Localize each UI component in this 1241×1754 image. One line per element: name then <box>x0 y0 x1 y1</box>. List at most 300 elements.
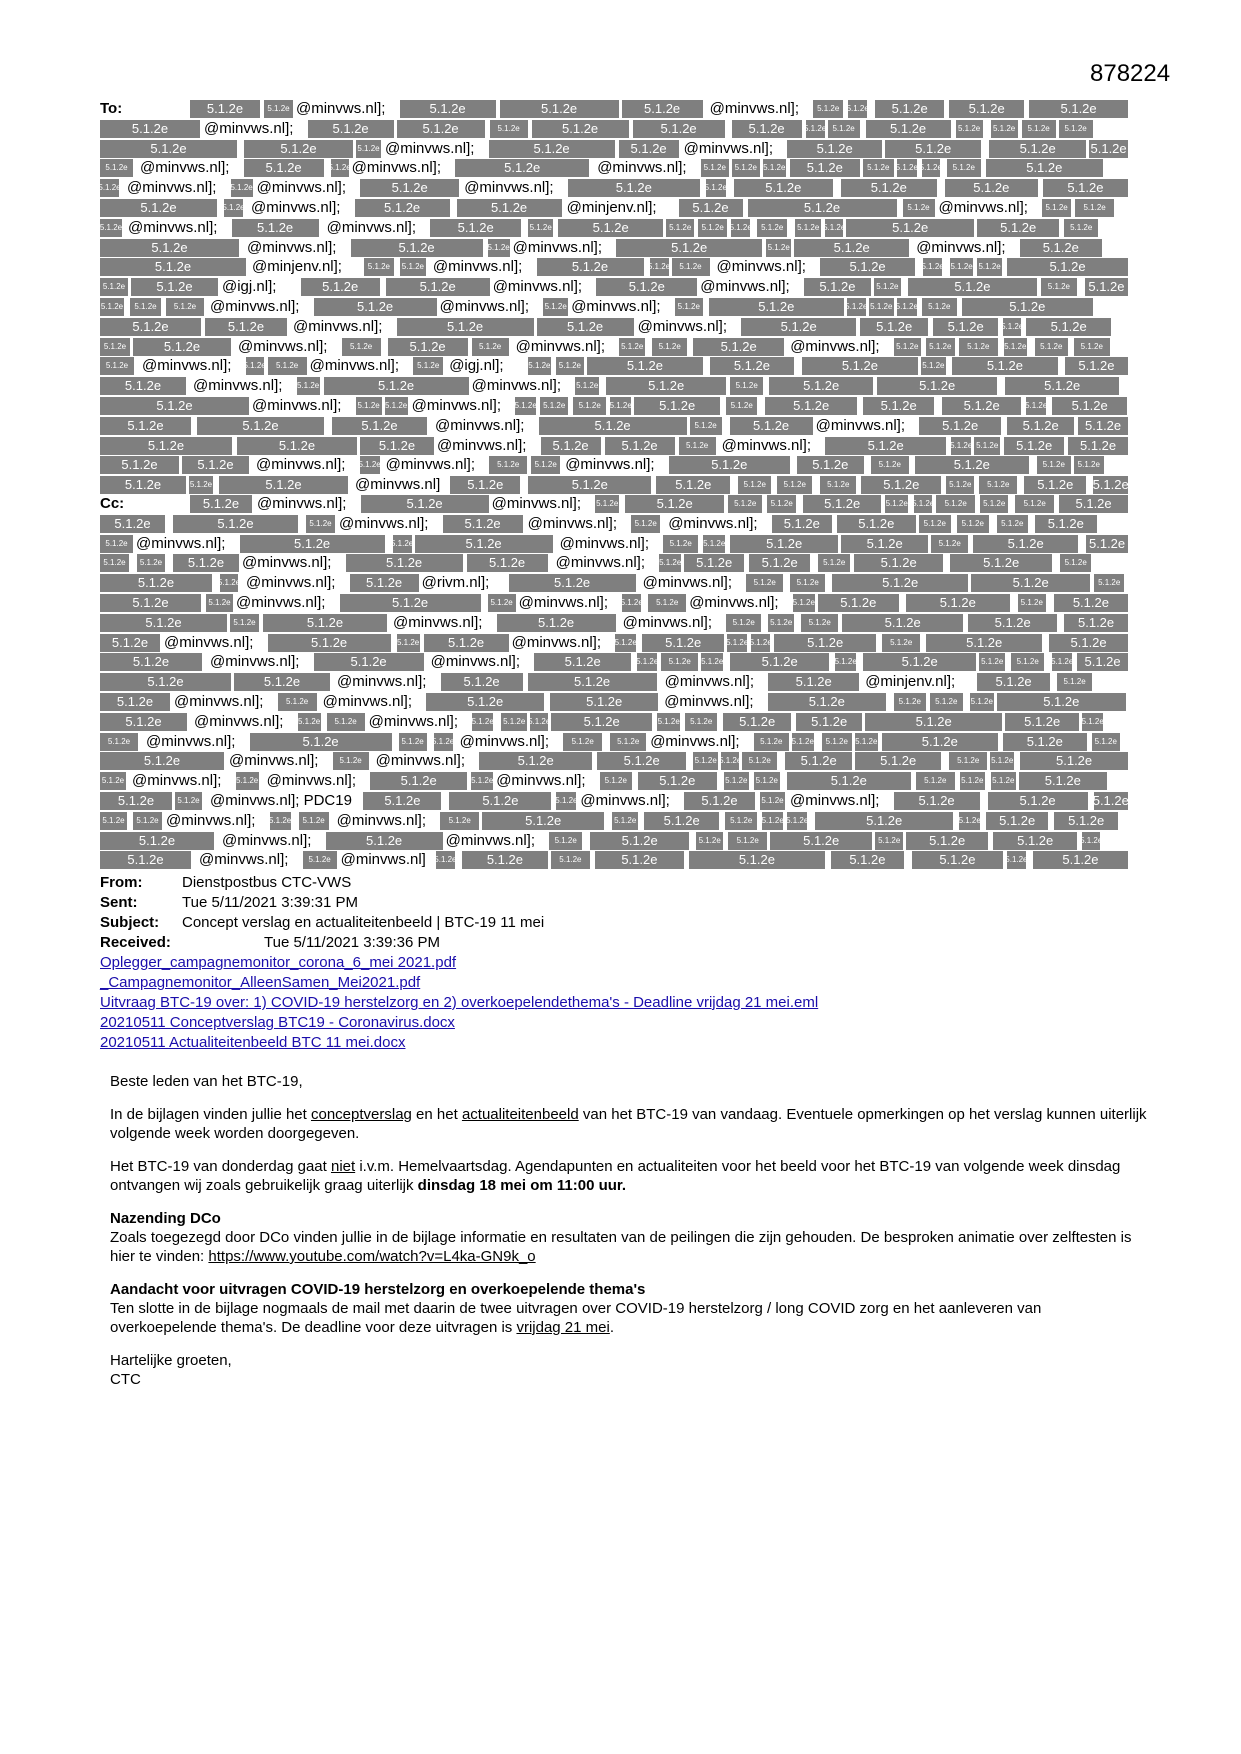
recipient-domain: @minvws.nl]; <box>194 713 284 730</box>
redaction-block: 5.1.2e <box>721 752 739 770</box>
redaction-block: 5.1.2e <box>490 120 528 138</box>
redaction-block: 5.1.2e <box>730 417 813 435</box>
redaction-block: 5.1.2e <box>885 140 981 158</box>
redaction-block: 5.1.2e <box>482 812 604 830</box>
recipient-domain: @minvws.nl]; <box>512 239 603 256</box>
recipient-domain: @minvws.nl]; <box>296 100 386 117</box>
redaction-block: 5.1.2e <box>244 159 324 177</box>
redaction-block: 5.1.2e <box>832 574 968 592</box>
redaction-block: 5.1.2e <box>596 278 697 296</box>
redaction-block: 5.1.2e <box>426 693 544 711</box>
redaction-block: 5.1.2e <box>1057 673 1092 691</box>
recipient-domain: @minvws.nl]; <box>251 199 341 216</box>
redaction-block: 5.1.2e <box>906 594 1010 612</box>
recipient-domain: @minvws.nl]; <box>459 733 550 750</box>
redaction-block: 5.1.2e <box>551 851 590 869</box>
redaction-block: 5.1.2e <box>619 338 645 356</box>
recipient-domain: @minvws.nl]; <box>471 377 562 394</box>
redaction-block: 5.1.2e <box>860 318 928 336</box>
redaction-block: 5.1.2e <box>710 357 794 375</box>
redaction-block: 5.1.2e <box>575 377 599 395</box>
redaction-block: 5.1.2e <box>802 357 918 375</box>
recipient-domain: @minvws.nl] <box>355 476 441 493</box>
recipient-domain: @minvws.nl]; <box>246 574 336 591</box>
redaction-block: 5.1.2e <box>314 298 437 316</box>
redaction-block: 5.1.2e <box>979 653 1005 671</box>
recipient-domain: @minjenv.nl]; <box>865 673 956 690</box>
redaction-block: 5.1.2e <box>528 476 651 494</box>
redaction-block: 5.1.2e <box>449 792 551 810</box>
attachment-link[interactable]: Oplegger_campagnemonitor_corona_6_mei 2021.pdf <box>100 954 457 971</box>
redaction-block: 5.1.2e <box>693 752 718 770</box>
recipient-domain: @minvws.nl]; <box>132 772 222 789</box>
recipient-domain: @minvws.nl]; <box>790 792 880 809</box>
redaction-block: 5.1.2e <box>1041 278 1077 296</box>
recipient-domain: @minvws.nl]; <box>709 100 800 117</box>
redaction-block: 5.1.2e <box>1007 851 1026 869</box>
redaction-block: 5.1.2e <box>757 219 787 237</box>
redaction-block: 5.1.2e <box>182 456 249 474</box>
redaction-block: 5.1.2e <box>388 338 468 356</box>
redaction-block: 5.1.2e <box>749 554 810 572</box>
recipient-domain: @minvws.nl]; <box>238 338 328 355</box>
redaction-block: 5.1.2e <box>530 713 548 731</box>
redaction-block: 5.1.2e <box>100 437 232 455</box>
redaction-block: 5.1.2e <box>220 574 238 592</box>
recipient-domain: @minjenv.nl]; <box>252 258 342 275</box>
redaction-block: 5.1.2e <box>1064 219 1098 237</box>
redaction-block: 5.1.2e <box>100 199 217 217</box>
redaction-block: 5.1.2e <box>1054 812 1118 830</box>
deadline-date: vrijdag 21 mei <box>516 1319 610 1336</box>
redaction-block: 5.1.2e <box>1020 239 1102 257</box>
recipient-domain: @minvws.nl]; <box>257 495 347 512</box>
redaction-block: 5.1.2e <box>534 653 631 671</box>
recipient-domain: @minvws.nl]; <box>309 357 400 374</box>
redaction-block: 5.1.2e <box>100 140 237 158</box>
redaction-block: 5.1.2e <box>424 634 509 652</box>
redaction-block: 5.1.2e <box>400 100 496 118</box>
recipient-domain: @minvws.nl]; <box>385 140 475 157</box>
received-label: Received: <box>100 934 171 951</box>
redaction-block: 5.1.2e <box>610 397 631 415</box>
recipient-domain: @minvws.nl]; <box>491 495 582 512</box>
redaction-block: 5.1.2e <box>767 495 796 513</box>
redaction-block: 5.1.2e <box>393 535 412 553</box>
redaction-block: 5.1.2e <box>659 554 681 572</box>
redaction-block: 5.1.2e <box>443 515 523 533</box>
redaction-block: 5.1.2e <box>726 614 761 632</box>
redaction-block: 5.1.2e <box>922 159 940 177</box>
attachment-link[interactable]: 20210511 Conceptverslag BTC19 - Coronavirus.docx <box>100 1014 455 1031</box>
redaction-block: 5.1.2e <box>472 713 493 731</box>
redaction-block: 5.1.2e <box>793 594 815 612</box>
recipient-domain: @minvws.nl]; <box>393 614 483 631</box>
recipient-domain: @minvws.nl]; <box>326 219 417 236</box>
section-heading: Aandacht voor uitvragen COVID-19 herstelzorg en overkoepelende thema's <box>110 1281 646 1298</box>
redaction-block: 5.1.2e <box>679 437 716 455</box>
redaction-block: 5.1.2e <box>656 476 730 494</box>
redaction-block: 5.1.2e <box>642 634 724 652</box>
redaction-block: 5.1.2e <box>818 594 899 612</box>
redaction-block: 5.1.2e <box>173 515 298 533</box>
redaction-block: 5.1.2e <box>897 298 917 316</box>
redaction-block: 5.1.2e <box>1064 614 1128 632</box>
recipient-domain: @minvws.nl]; <box>689 594 779 611</box>
redaction-block: 5.1.2e <box>399 733 427 751</box>
redaction-block: 5.1.2e <box>528 219 553 237</box>
redaction-block: 5.1.2e <box>541 437 601 455</box>
redaction-block: 5.1.2e <box>100 693 170 711</box>
recipient-domain: @minvws.nl]; <box>622 614 713 631</box>
redaction-block: 5.1.2e <box>634 397 720 415</box>
recipient-domain: @minvws.nl]; <box>580 792 670 809</box>
recipient-domain: @minvws.nl]; <box>432 258 523 275</box>
attachment-link[interactable]: _Campagnemonitor_AlleenSamen_Mei2021.pdf <box>100 974 421 991</box>
redaction-block: 5.1.2e <box>894 693 926 711</box>
redaction-block: 5.1.2e <box>1068 437 1128 455</box>
redaction-block: 5.1.2e <box>1086 535 1128 553</box>
redaction-block: 5.1.2e <box>701 653 723 671</box>
redaction-block: 5.1.2e <box>855 733 878 751</box>
redaction-block: 5.1.2e <box>820 258 915 276</box>
redaction-block: 5.1.2e <box>351 239 483 257</box>
redaction-block: 5.1.2e <box>894 338 921 356</box>
redaction-block: 5.1.2e <box>303 851 337 869</box>
redaction-block: 5.1.2e <box>977 258 1002 276</box>
redaction-block: 5.1.2e <box>763 159 786 177</box>
redaction-block: 5.1.2e <box>991 772 1016 790</box>
recipient-domain: @minvws.nl]; <box>437 437 527 454</box>
redaction-block: 5.1.2e <box>863 159 894 177</box>
redaction-block: 5.1.2e <box>952 357 1058 375</box>
redaction-block: 5.1.2e <box>1054 594 1128 612</box>
redaction-block: 5.1.2e <box>278 693 317 711</box>
redaction-block: 5.1.2e <box>801 614 838 632</box>
redaction-block: 5.1.2e <box>597 752 686 770</box>
redaction-block: 5.1.2e <box>100 634 160 652</box>
redaction-block: 5.1.2e <box>877 377 997 395</box>
recipient-domain: @minvws.nl]; <box>815 417 906 434</box>
recipient-domain: @minvws.nl]; <box>252 397 342 414</box>
redaction-block: 5.1.2e <box>573 397 606 415</box>
redaction-block: 5.1.2e <box>822 733 852 751</box>
text: van het BTC-19 van vandaag. Eventuele opmerkingen op het verslag kunnen uiterlijk volgende week worden doorgegeven. <box>110 1106 1147 1142</box>
redaction-block: 5.1.2e <box>979 476 1017 494</box>
redaction-block: 5.1.2e <box>709 298 844 316</box>
redaction-block: 5.1.2e <box>100 120 200 138</box>
redaction-block: 5.1.2e <box>637 653 657 671</box>
redaction-block: 5.1.2e <box>100 476 186 494</box>
recipient-domain: @minvws.nl]; <box>555 554 646 571</box>
redaction-block: 5.1.2e <box>962 298 1093 316</box>
recipient-domain: @minvws.nl]; <box>247 239 337 256</box>
text: . <box>609 1319 615 1336</box>
redaction-block: 5.1.2e <box>230 614 259 632</box>
redaction-block: 5.1.2e <box>1026 397 1046 415</box>
redaction-block: 5.1.2e <box>990 752 1014 770</box>
redaction-block: 5.1.2e <box>100 733 138 751</box>
redaction-block: 5.1.2e <box>1035 338 1068 356</box>
redaction-block: 5.1.2e <box>693 338 784 356</box>
redaction-block: 5.1.2e <box>612 812 638 830</box>
redaction-block: 5.1.2e <box>268 357 307 375</box>
text: Zoals toegezegd door DCo vinden jullie in de bijlage informatie en resultaten van de peilingen die zijn gehouden. De besproken animatie over zelftesten is hier te vinden: <box>110 1229 1132 1265</box>
redaction-block: 5.1.2e <box>1004 338 1027 356</box>
redaction-block: 5.1.2e <box>488 594 516 612</box>
redaction-block: 5.1.2e <box>100 535 133 553</box>
redaction-block: 5.1.2e <box>100 554 129 572</box>
recipient-domain: @minvws.nl]; <box>464 179 554 196</box>
recipient-domain: @minvws.nl]; <box>142 357 232 374</box>
redaction-block: 5.1.2e <box>1065 357 1128 375</box>
redaction-block: 5.1.2e <box>724 772 749 790</box>
redaction-block: 5.1.2e <box>971 574 1090 592</box>
redaction-block: 5.1.2e <box>837 515 916 533</box>
recipient-domain: @rivm.nl]; <box>421 574 490 591</box>
redaction-block: 5.1.2e <box>922 298 957 316</box>
recipient-domain: @minvws.nl]; <box>337 673 427 690</box>
redaction-block: 5.1.2e <box>726 397 757 415</box>
redaction-block: 5.1.2e <box>669 456 790 474</box>
signature: CTC <box>110 1371 141 1388</box>
youtube-link[interactable]: https://www.youtube.com/watch?v=L4ka-GN9k_o <box>208 1248 536 1265</box>
section-heading: Nazending DCo <box>110 1210 221 1227</box>
redaction-block: 5.1.2e <box>768 693 886 711</box>
redaction-block: 5.1.2e <box>605 437 675 455</box>
redaction-block: 5.1.2e <box>794 239 909 257</box>
redaction-block: 5.1.2e <box>946 476 974 494</box>
redaction-block: 5.1.2e <box>1007 417 1074 435</box>
redaction-block: 5.1.2e <box>633 120 725 138</box>
redaction-block: 5.1.2e <box>869 298 894 316</box>
redaction-block: 5.1.2e <box>386 278 490 296</box>
redaction-block: 5.1.2e <box>1037 456 1071 474</box>
redaction-block: 5.1.2e <box>606 377 726 395</box>
redaction-block: 5.1.2e <box>1052 397 1127 415</box>
redaction-block: 5.1.2e <box>324 377 469 395</box>
redaction-block: 5.1.2e <box>815 812 953 830</box>
recipient-domain: @minvws.nl]; <box>174 693 264 710</box>
redaction-block: 5.1.2e <box>131 278 218 296</box>
redaction-block: 5.1.2e <box>875 100 944 118</box>
redaction-block: 5.1.2e <box>894 792 980 810</box>
redaction-block: 5.1.2e <box>787 812 807 830</box>
redaction-block: 5.1.2e <box>754 733 789 751</box>
redaction-block: 5.1.2e <box>563 733 602 751</box>
redaction-block: 5.1.2e <box>727 634 747 652</box>
redaction-block: 5.1.2e <box>397 120 485 138</box>
redaction-block: 5.1.2e <box>622 100 703 118</box>
redaction-block: 5.1.2e <box>1005 377 1119 395</box>
redaction-block: 5.1.2e <box>730 653 829 671</box>
redaction-block: 5.1.2e <box>915 456 1029 474</box>
redaction-block: 5.1.2e <box>689 851 825 869</box>
redaction-block: 5.1.2e <box>100 456 179 474</box>
recipient-domain: @minvws.nl]; <box>559 535 650 552</box>
redaction-block: 5.1.2e <box>595 495 619 513</box>
recipient-domain: @minvws.nl]; <box>683 140 774 157</box>
redaction-block: 5.1.2e <box>701 159 729 177</box>
text: en het <box>411 1106 462 1123</box>
redaction-block: 5.1.2e <box>652 338 687 356</box>
redaction-block: 5.1.2e <box>434 733 453 751</box>
redaction-block: 5.1.2e <box>1060 554 1091 572</box>
document-number: 878224 <box>1090 60 1171 87</box>
redaction-block: 5.1.2e <box>622 594 641 612</box>
redaction-block: 5.1.2e <box>1042 199 1071 217</box>
redaction-block: 5.1.2e <box>1082 832 1100 850</box>
actualiteitenbeeld-reference: actualiteitenbeeld <box>461 1106 579 1123</box>
sent-value: Tue 5/11/2021 3:39:31 PM <box>182 894 358 911</box>
redaction-block: 5.1.2e <box>537 258 644 276</box>
redaction-block: 5.1.2e <box>361 495 489 513</box>
recipient-domain: @minvws.nl]; <box>668 515 758 532</box>
recipient-domain: @minvws.nl]; <box>164 634 254 651</box>
redaction-block: 5.1.2e <box>684 554 744 572</box>
redaction-block: 5.1.2e <box>738 476 771 494</box>
recipient-domain: @minvws.nl]; <box>293 318 383 335</box>
recipient-domain: @minvws.nl]; <box>266 772 357 789</box>
redaction-block: 5.1.2e <box>1052 653 1072 671</box>
redaction-block: 5.1.2e <box>509 574 636 592</box>
section-uitvragen <box>110 1280 1150 1337</box>
redaction-block: 5.1.2e <box>190 100 260 118</box>
redaction-block: 5.1.2e <box>100 792 172 810</box>
redaction-block: 5.1.2e <box>863 653 976 671</box>
redaction-block: 5.1.2e <box>973 535 1078 553</box>
redaction-block: 5.1.2e <box>1078 417 1128 435</box>
redaction-block: 5.1.2e <box>1005 713 1079 731</box>
redaction-block: 5.1.2e <box>912 851 1003 869</box>
recipient-domain: @minvws.nl]; <box>385 456 476 473</box>
redaction-block: 5.1.2e <box>268 634 391 652</box>
redaction-block: 5.1.2e <box>787 772 911 790</box>
redaction-block: 5.1.2e <box>945 179 1038 197</box>
redaction-block: 5.1.2e <box>500 100 619 118</box>
redaction-block: 5.1.2e <box>997 515 1028 533</box>
redaction-block: 5.1.2e <box>264 100 293 118</box>
redaction-block: 5.1.2e <box>1059 120 1093 138</box>
redaction-block: 5.1.2e <box>479 752 592 770</box>
redaction-block: 5.1.2e <box>397 318 534 336</box>
recipient-domain: @minvws.nl]; <box>430 653 521 670</box>
redaction-block: 5.1.2e <box>356 140 381 158</box>
recipient-domain: @minvws.nl]; <box>938 199 1028 216</box>
recipient-domain: @minvws.nl]; <box>439 298 530 315</box>
redaction-block: 5.1.2e <box>205 318 287 336</box>
redaction-block: 5.1.2e <box>772 515 832 533</box>
redaction-block: 5.1.2e <box>615 634 636 652</box>
recipient-domain: @minvws.nl]; <box>229 752 319 769</box>
redaction-block: 5.1.2e <box>100 653 202 671</box>
redaction-block: 5.1.2e <box>813 100 843 118</box>
redaction-block: 5.1.2e <box>600 772 632 790</box>
recipient-domain: @minvws.nl]; <box>146 733 236 750</box>
redaction-block: 5.1.2e <box>820 476 856 494</box>
redaction-block: 5.1.2e <box>730 377 763 395</box>
recipient-domain: @minvws.nl]; <box>166 812 256 829</box>
attachment-link[interactable]: Uitvraag BTC-19 over: 1) COVID-19 herstelzorg en 2) overkoepelendethema's - Deadline vrijdag 21 mei.eml <box>100 994 819 1011</box>
redaction-block: 5.1.2e <box>865 713 1002 731</box>
redaction-block: 5.1.2e <box>360 456 380 474</box>
redaction-block: 5.1.2e <box>298 713 321 731</box>
redaction-block: 5.1.2e <box>488 239 510 257</box>
recipient-domain: @minvws.nl]; <box>368 713 459 730</box>
redaction-block: 5.1.2e <box>472 338 509 356</box>
redaction-block: 5.1.2e <box>760 792 785 810</box>
redaction-block: 5.1.2e <box>100 179 119 197</box>
redaction-block: 5.1.2e <box>1020 752 1128 770</box>
redaction-block: 5.1.2e <box>1029 100 1128 118</box>
redaction-block: 5.1.2e <box>875 832 903 850</box>
redaction-block: 5.1.2e <box>568 179 700 197</box>
redaction-block: 5.1.2e <box>748 199 897 217</box>
redaction-block: 5.1.2e <box>489 456 527 474</box>
redaction-block: 5.1.2e <box>385 397 408 415</box>
redaction-block: 5.1.2e <box>1082 713 1103 731</box>
redaction-block: 5.1.2e <box>774 634 876 652</box>
redaction-block: 5.1.2e <box>796 713 862 731</box>
redaction-block: 5.1.2e <box>936 495 975 513</box>
redaction-block: 5.1.2e <box>224 199 243 217</box>
sent-label: Sent: <box>100 894 138 911</box>
redaction-block: 5.1.2e <box>100 594 201 612</box>
paragraph-2 <box>110 1157 1150 1195</box>
redaction-block: 5.1.2e <box>885 495 908 513</box>
redaction-block: 5.1.2e <box>616 239 762 257</box>
redaction-block: 5.1.2e <box>100 318 201 336</box>
closing <box>110 1351 1150 1389</box>
redaction-block: 5.1.2e <box>933 318 998 336</box>
redaction-block: 5.1.2e <box>1074 338 1110 356</box>
redaction-block: 5.1.2e <box>1092 477 1129 492</box>
redaction-block: 5.1.2e <box>766 239 791 257</box>
recipient-domain: @minvws.nl]; <box>127 179 217 196</box>
redaction-block: 5.1.2e <box>734 179 833 197</box>
redaction-block: 5.1.2e <box>968 614 1057 632</box>
redaction-block: 5.1.2e <box>908 278 1037 296</box>
attachment-link[interactable]: 20210511 Actualiteitenbeeld BTC 11 mei.docx <box>100 1034 406 1051</box>
redaction-block: 5.1.2e <box>644 812 719 830</box>
redaction-block: 5.1.2e <box>974 437 1000 455</box>
redaction-block: 5.1.2e <box>882 733 998 751</box>
redaction-block: 5.1.2e <box>959 338 998 356</box>
redaction-block: 5.1.2e <box>977 219 1059 237</box>
recipient-domain: @igj.nl]; <box>449 357 504 374</box>
recipient-domain: @minvws.nl]; <box>916 239 1006 256</box>
redaction-block: 5.1.2e <box>914 495 932 513</box>
recipient-domain: @minvws.nl]; <box>716 258 806 275</box>
redaction-block: 5.1.2e <box>100 713 187 731</box>
redaction-block: 5.1.2e <box>246 357 264 375</box>
recipient-domain: @minvws.nl]; <box>664 673 755 690</box>
recipient-domain: @minvws.nl]; <box>199 851 289 868</box>
redaction-block: 5.1.2e <box>728 495 762 513</box>
redaction-block: 5.1.2e <box>306 515 335 533</box>
recipient-domain: @minvws.nl]; <box>256 179 347 196</box>
redaction-block: 5.1.2e <box>556 357 584 375</box>
redaction-block: 5.1.2e <box>1094 574 1124 592</box>
redaction-block: 5.1.2e <box>314 653 424 671</box>
redaction-block: 5.1.2e <box>364 258 394 276</box>
deadline-text: dinsdag 18 mei om 11:00 uur. <box>417 1177 627 1194</box>
redaction-block: 5.1.2e <box>532 120 629 138</box>
redaction-block: 5.1.2e <box>866 120 951 138</box>
redaction-block: 5.1.2e <box>326 832 443 850</box>
redaction-block: 5.1.2e <box>100 239 239 257</box>
redaction-block: 5.1.2e <box>828 120 860 138</box>
